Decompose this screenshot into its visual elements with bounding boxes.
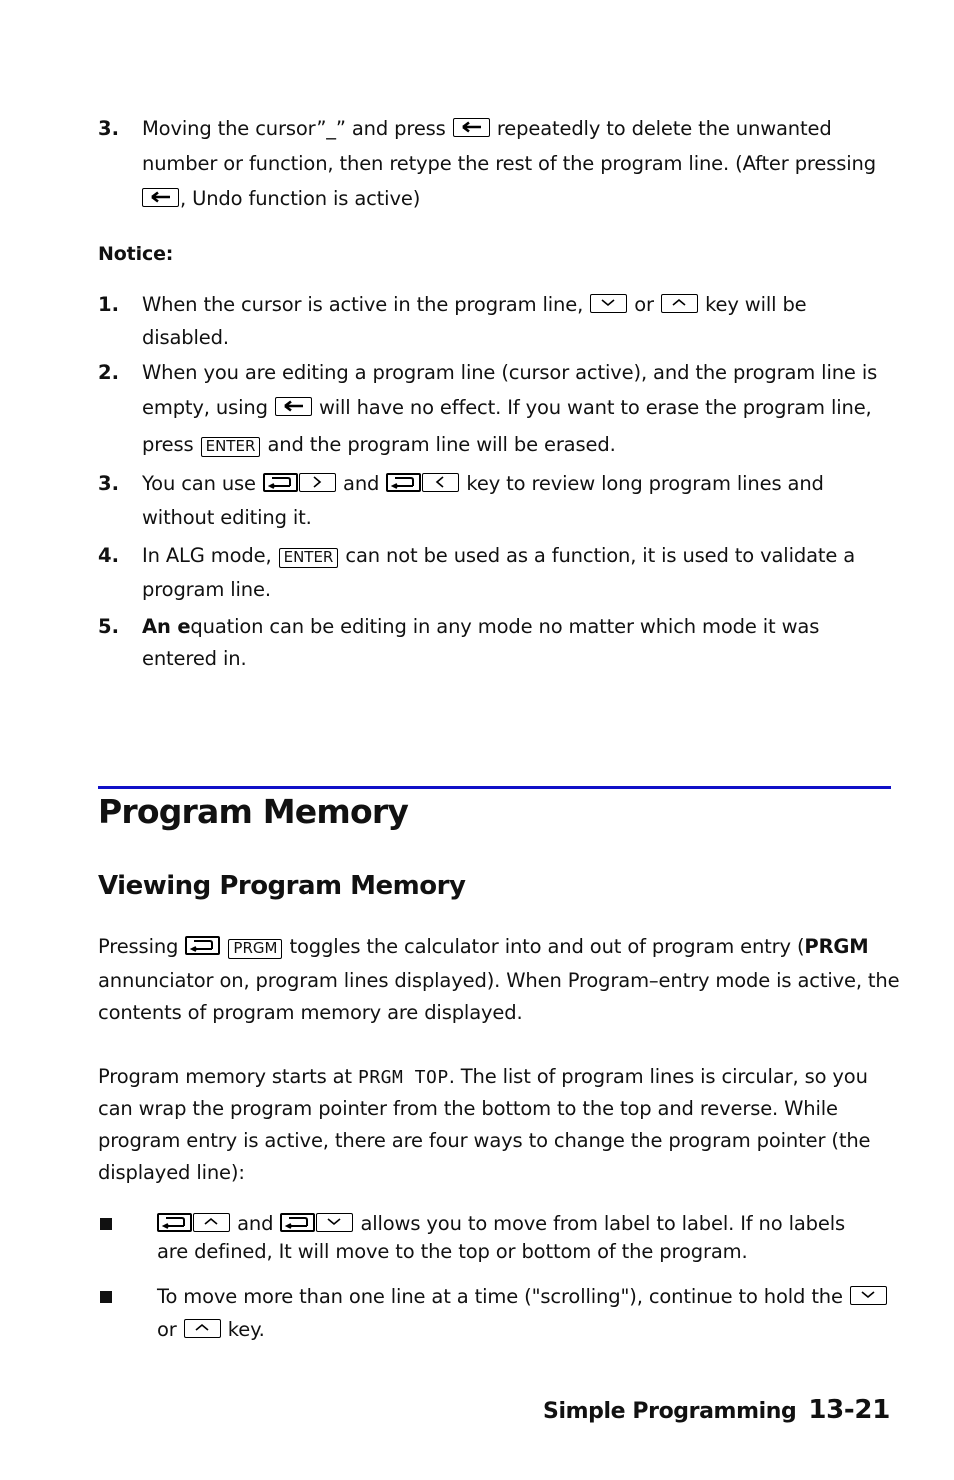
text-bold: PRGM bbox=[804, 935, 869, 958]
text: or bbox=[157, 1318, 177, 1341]
section-divider bbox=[98, 786, 891, 789]
page-number: 13-21 bbox=[808, 1395, 890, 1425]
paragraph-line: program line. bbox=[142, 578, 271, 601]
text: and bbox=[343, 472, 380, 495]
footer-chapter-title: Simple Programming bbox=[543, 1399, 797, 1424]
paragraph-line: disabled. bbox=[142, 326, 229, 349]
text: key. bbox=[227, 1318, 265, 1341]
down-arrow-key-icon bbox=[850, 1286, 887, 1305]
paragraph-line: When you are editing a program line (cursor active), and the program line is bbox=[142, 361, 878, 384]
left-arrow-key-icon bbox=[422, 473, 459, 492]
paragraph-line: can wrap the program pointer from the bottom to the top and reverse. While bbox=[98, 1097, 838, 1120]
paragraph-line: are defined, It will move to the top or bottom of the program. bbox=[157, 1240, 748, 1263]
text: When the cursor is active in the program line, bbox=[142, 293, 584, 316]
paragraph-line bbox=[157, 1213, 845, 1235]
list-number: 2. bbox=[98, 361, 119, 384]
paragraph-line bbox=[142, 473, 824, 495]
paragraph-line bbox=[98, 936, 869, 959]
paragraph-line bbox=[157, 1319, 265, 1341]
paragraph-line: contents of program memory are displayed. bbox=[98, 1001, 523, 1024]
down-arrow-key-icon bbox=[590, 294, 627, 313]
notice-title: Notice: bbox=[98, 243, 174, 265]
paragraph-line: without editing it. bbox=[142, 506, 312, 529]
text: key to review long program lines and bbox=[466, 472, 824, 495]
text: key will be bbox=[705, 293, 807, 316]
paragraph-line: entered in. bbox=[142, 647, 247, 670]
backspace-key-icon bbox=[275, 397, 312, 416]
text: toggles the calculator into and out of program entry ( bbox=[289, 935, 805, 958]
backspace-key-icon bbox=[453, 118, 490, 137]
paragraph-line: displayed line): bbox=[98, 1161, 245, 1184]
list-number: 3. bbox=[98, 117, 119, 140]
right-arrow-key-icon bbox=[299, 473, 336, 492]
list-number: 1. bbox=[98, 293, 119, 316]
text: will have no effect. If you want to erase the program line, bbox=[318, 396, 872, 419]
paragraph-line bbox=[142, 397, 872, 419]
paragraph-line bbox=[142, 188, 420, 210]
up-arrow-key-icon bbox=[661, 294, 698, 313]
paragraph-line bbox=[157, 1286, 888, 1308]
bullet-marker bbox=[100, 1218, 112, 1230]
down-arrow-key-icon bbox=[316, 1213, 353, 1232]
paragraph-line: annunciator on, program lines displayed). When Program–entry mode is active, the bbox=[98, 969, 900, 992]
enter-key: ENTER bbox=[279, 548, 339, 568]
paragraph-line: number or function, then retype the rest of the program line. (After pressing bbox=[142, 152, 876, 175]
up-arrow-key-icon bbox=[184, 1319, 221, 1338]
backspace-key-icon bbox=[142, 188, 179, 207]
subsection-title: Viewing Program Memory bbox=[98, 871, 466, 901]
list-number: 4. bbox=[98, 544, 119, 567]
right-shift-key-icon bbox=[185, 936, 220, 955]
paragraph-line bbox=[142, 294, 807, 316]
text: Moving the cursor”_” and press bbox=[142, 117, 446, 140]
list-number: 3. bbox=[98, 472, 119, 495]
text: To move more than one line at a time ("scrolling"), continue to hold the bbox=[157, 1285, 843, 1308]
text: press bbox=[142, 433, 194, 456]
text: repeatedly to delete the unwanted bbox=[496, 117, 832, 140]
section-title: Program Memory bbox=[98, 792, 409, 831]
bullet-marker bbox=[100, 1291, 112, 1303]
text: or bbox=[634, 293, 654, 316]
right-shift-key-icon bbox=[386, 473, 421, 492]
text: You can use bbox=[142, 472, 256, 495]
right-shift-key-icon bbox=[280, 1213, 315, 1232]
text: , Undo function is active) bbox=[180, 187, 421, 210]
paragraph-line bbox=[142, 434, 616, 457]
right-shift-key-icon bbox=[157, 1213, 192, 1232]
paragraph-line bbox=[142, 616, 819, 638]
text: can not be used as a function, it is used to validate a bbox=[345, 544, 856, 567]
prgm-key: PRGM bbox=[228, 939, 282, 959]
paragraph-line bbox=[142, 118, 832, 140]
up-arrow-key-icon bbox=[193, 1213, 230, 1232]
paragraph-line bbox=[142, 545, 855, 568]
text: and the program line will be erased. bbox=[267, 433, 616, 456]
paragraph-line: program entry is active, there are four ways to change the program pointer (the bbox=[98, 1129, 871, 1152]
text-bold: An e bbox=[142, 615, 191, 638]
text: . The list of program lines is circular, so you bbox=[448, 1065, 868, 1088]
right-shift-key-icon bbox=[263, 473, 298, 492]
enter-key: ENTER bbox=[201, 437, 261, 457]
text: Program memory starts at bbox=[98, 1065, 352, 1088]
paragraph-line bbox=[98, 1066, 868, 1089]
display-text: PRGM TOP bbox=[357, 1067, 449, 1088]
text: allows you to move from label to label. If no labels bbox=[360, 1212, 846, 1235]
text: In ALG mode, bbox=[142, 544, 272, 567]
text: quation can be editing in any mode no matter which mode it was bbox=[190, 615, 820, 638]
page-footer bbox=[543, 1395, 890, 1425]
text: Pressing bbox=[98, 935, 179, 958]
text: empty, using bbox=[142, 396, 268, 419]
text: and bbox=[237, 1212, 274, 1235]
list-number: 5. bbox=[98, 615, 119, 638]
